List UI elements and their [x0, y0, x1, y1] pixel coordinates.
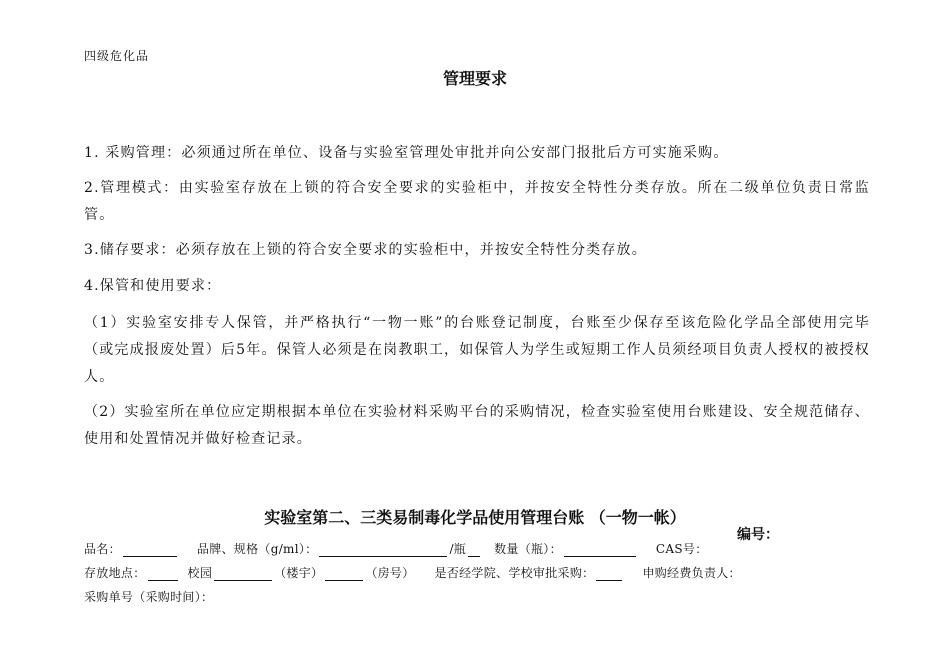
building-field[interactable] [325, 567, 363, 581]
quantity-field[interactable] [564, 543, 636, 557]
room-label: （房号） [365, 566, 415, 580]
campus-label: 校园 [187, 566, 213, 580]
ledger-title: 实验室第二、三类易制毒化学品使用管理台账 （一物一帐） [264, 508, 686, 527]
campus-field[interactable] [214, 567, 272, 581]
approval-field[interactable] [596, 567, 622, 581]
bottle-unit: /瓶 [449, 542, 467, 556]
requirement-item: 4.保管和使用要求： [84, 278, 222, 294]
ledger-row-1 [84, 540, 708, 557]
cas-label: CAS号： [655, 542, 708, 556]
brand-spec-field[interactable] [319, 543, 447, 557]
requirement-item: （1）实验室安排专人保管，并严格执行“一物一账”的台账登记制度，台账至少保存至该危险化学品全部使用完毕（或完成报废处置）后5年。保管人必须是在岗教职工，如保管人为学生或短期工作人员须经项目负责人授权的被授权人。 [84, 315, 870, 385]
brand-spec-label: 品牌、规格（g/ml）： [196, 542, 318, 556]
requirement-item: 2.管理模式：由实验室存放在上锁的符合安全要求的实验柜中，并按安全特性分类存放。所在二级单位负责日常监管。 [84, 180, 870, 223]
requirement-item: 1. 采购管理：必须通过所在单位、设备与实验室管理处审批并向公安部门报批后方可实施采购。 [84, 145, 729, 161]
funding-label: 申购经费负责人： [642, 566, 741, 580]
bottle-unit-field[interactable] [468, 543, 480, 557]
requirement-item: 3.储存要求：必须存放在上锁的符合安全要求的实验柜中，并按安全特性分类存放。 [84, 242, 647, 258]
requirement-item: （2）实验室所在单位应定期根据本单位在实验材料采购平台的采购情况，检查实验室使用台账建设、安全规范储存、使用和处置情况并做好检查记录。 [84, 404, 870, 447]
location-field[interactable] [148, 567, 178, 581]
name-field[interactable] [123, 543, 177, 557]
ledger-number-label: 编号： [737, 527, 779, 543]
section-title: 管理要求 [442, 69, 507, 88]
building-label: （楼宇） [274, 566, 324, 580]
ledger-row-3 [84, 588, 213, 605]
ledger-row-2 [84, 564, 741, 581]
name-label: 品名： [84, 542, 121, 556]
quantity-label: 数量（瓶）： [494, 542, 562, 556]
location-label: 存放地点： [84, 566, 146, 580]
order-label: 采购单号（采购时间）： [84, 590, 214, 604]
approval-label: 是否经学院、学校审批采购： [434, 566, 595, 580]
category-label: 四级危化品 [84, 49, 150, 63]
